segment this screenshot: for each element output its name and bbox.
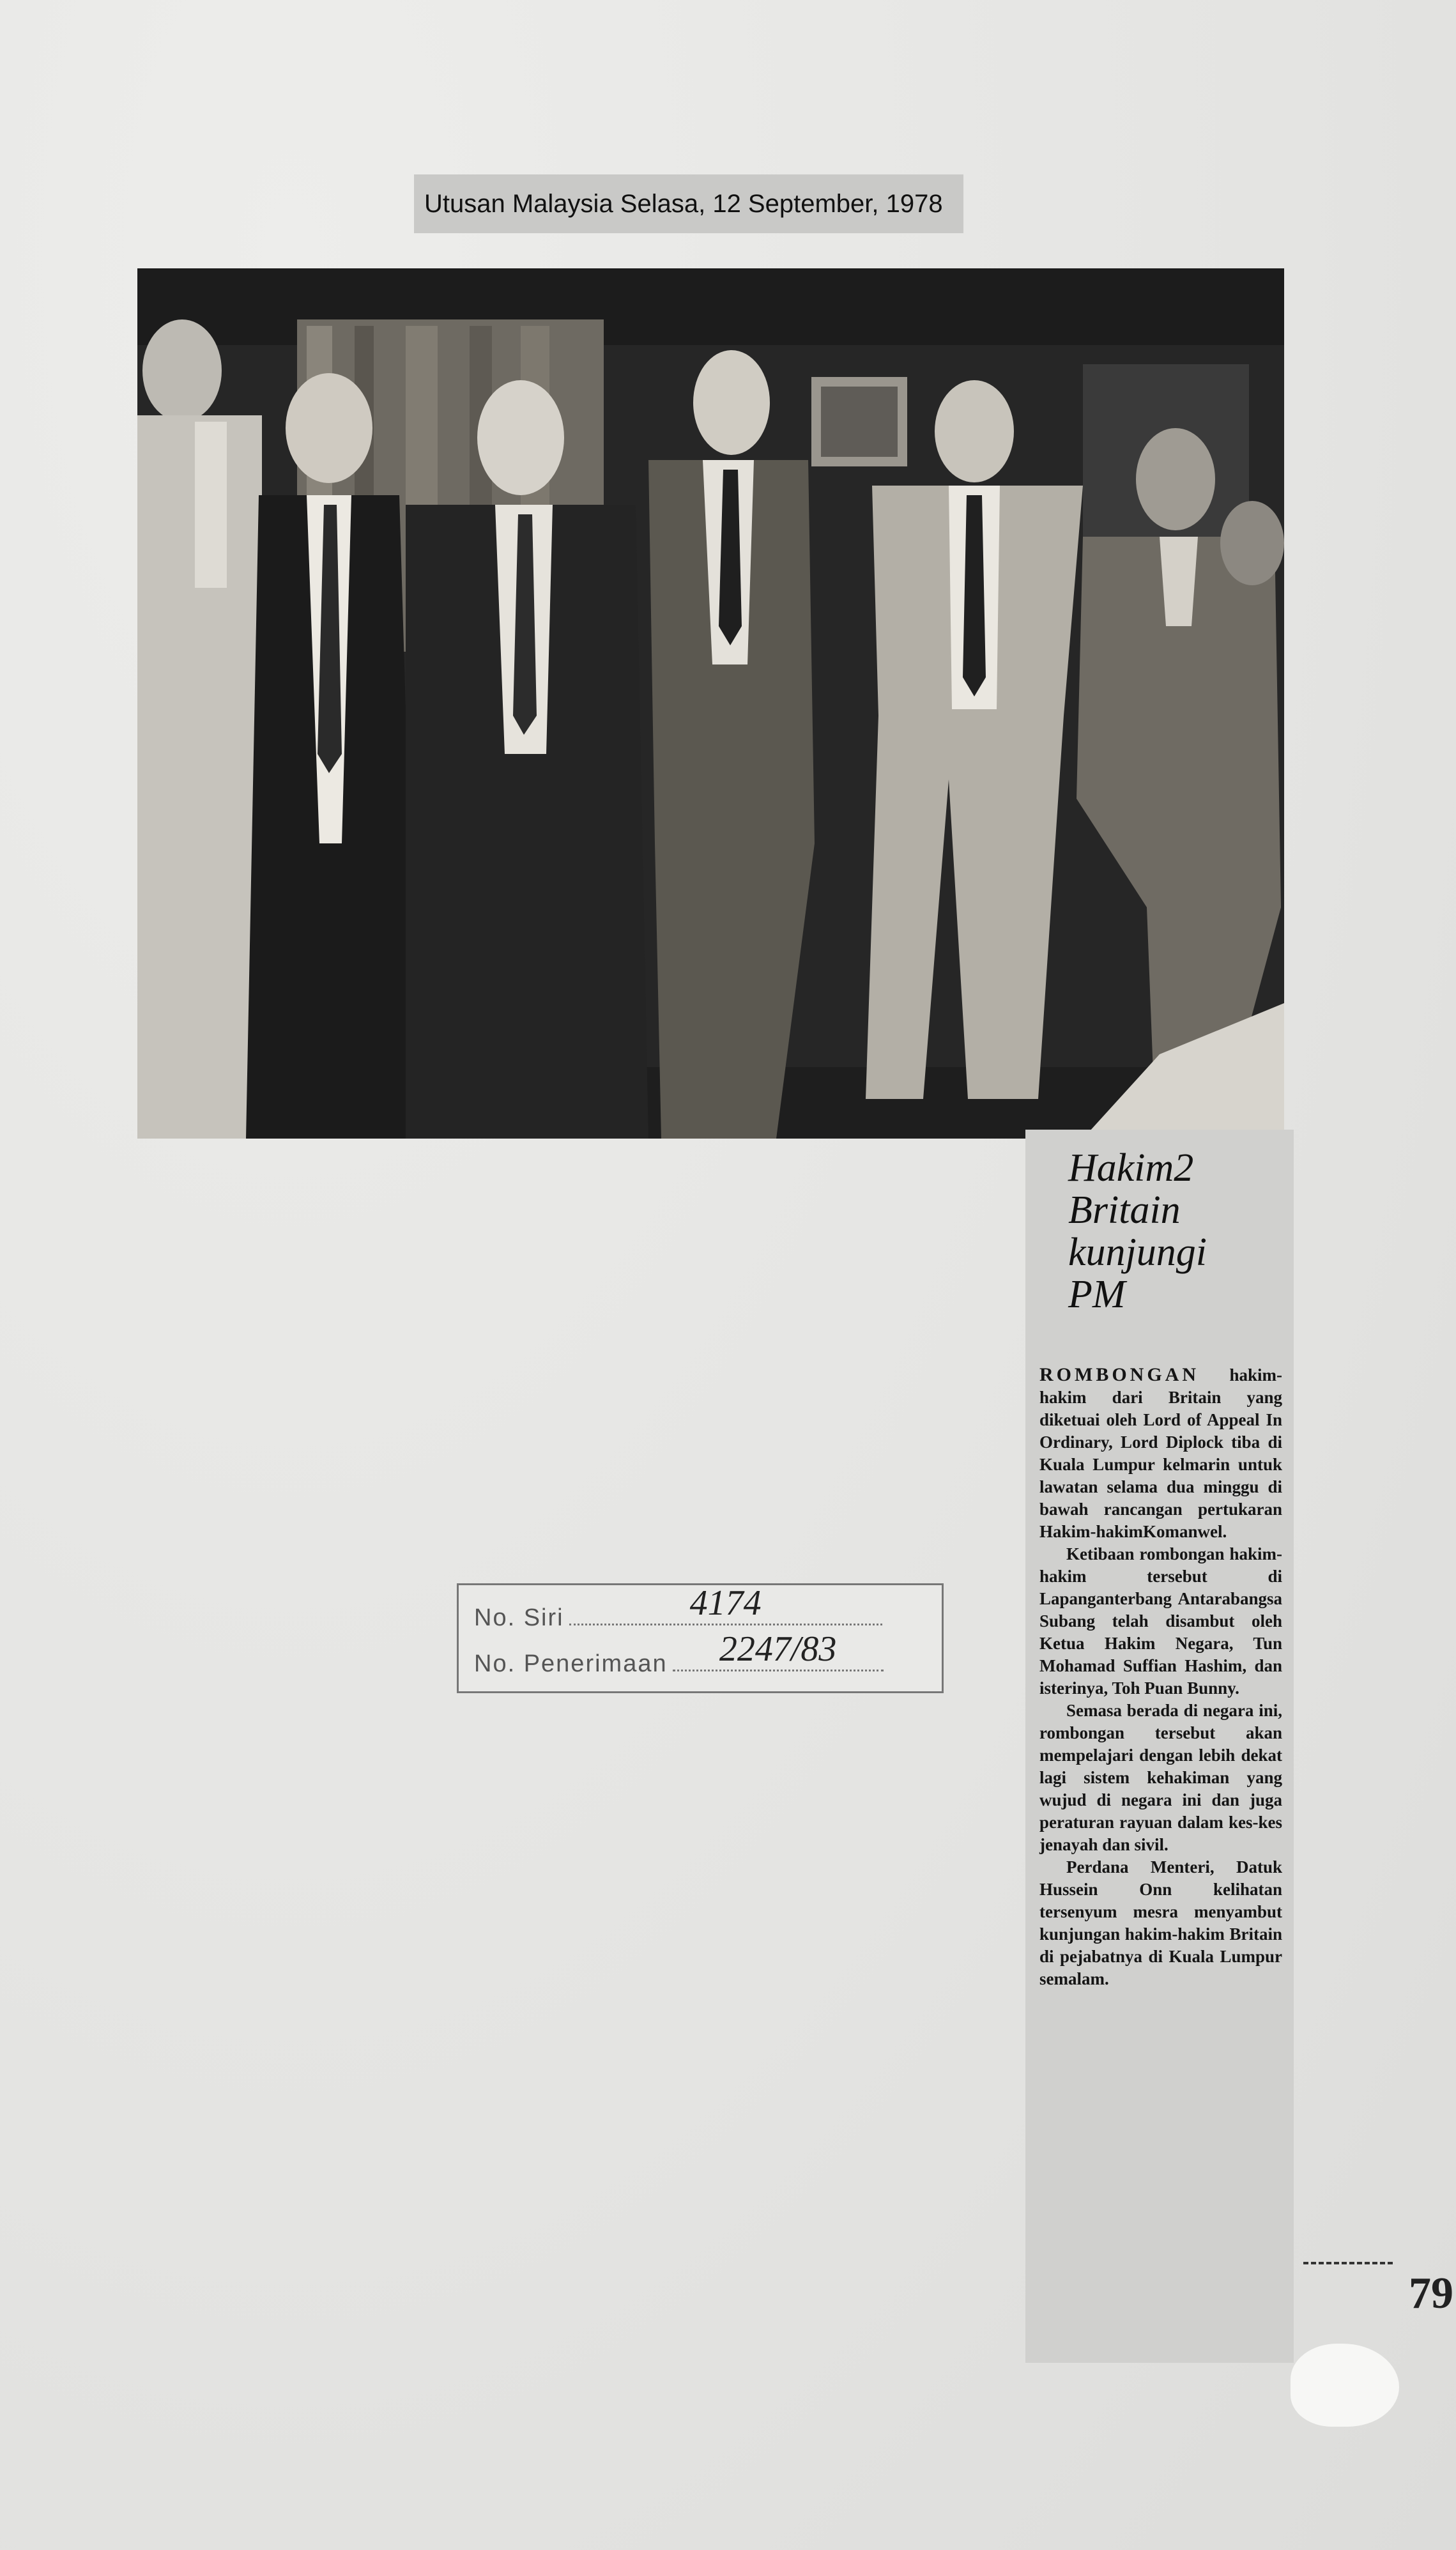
stamp-row-penerimaan: [474, 1629, 884, 1678]
paragraph-text: hakim-hakim dari Britain yang diketuai oleh Lord of Appeal In Ordinary, Lord Diplock tiba di Kuala Lumpur kelmarin untuk lawatan selama dua minggu di bawah rancangan pertukaran Hakim-hakimKomanwel.: [1039, 1365, 1282, 1541]
person-7: [1220, 501, 1284, 585]
article-paragraph: Perdana Menteri, Datuk Hussein Onn kelihatan tersenyum mesra menyambut kunjungan hakim-hakim Britain di pejabatnya di Kuala Lumpur semalam.: [1039, 1857, 1282, 1988]
bleed-through-text: [13, 13, 59, 101]
siri-label: No. Siri: [474, 1604, 564, 1631]
penerimaan-value: 2247/83: [719, 1629, 837, 1669]
person-4: [648, 350, 815, 1139]
siri-value: 4174: [689, 1583, 762, 1623]
dash-mark: [1303, 2262, 1393, 2264]
penerimaan-line: [673, 1629, 884, 1671]
article-body: [1039, 1363, 1282, 1990]
stamp-row-siri: [474, 1583, 882, 1632]
article-paragraph: [1039, 1363, 1282, 1543]
lead-word: ROMBONGAN: [1039, 1364, 1199, 1385]
archive-stamp: [457, 1583, 944, 1693]
article-paragraph: Ketibaan rombongan hakim-hakim tersebut di Lapanganterbang Antarabangsa Subang telah disambut oleh Ketua Hakim Negara, Tun Mohamad Suffian Hashim, dan isterinya, Toh Puan Bunny.: [1039, 1544, 1282, 1698]
dateline-text: Utusan Malaysia Selasa, 12 September, 1978: [424, 189, 943, 218]
article-headline: [1068, 1147, 1285, 1316]
person-1: [137, 319, 262, 1139]
newspaper-dateline: [414, 174, 963, 233]
penerimaan-label: No. Penerimaan: [474, 1650, 668, 1677]
siri-line: [569, 1583, 882, 1625]
article-paragraph: Semasa berada di negara ini, rombongan tersebut akan mempelajari dengan lebih dekat lagi sistem kehakiman yang wujud di negara ini dan juga peraturan rayuan dalam kes-kes jenayah dan sivil.: [1039, 1701, 1282, 1854]
news-photograph: [137, 268, 1284, 1139]
headline-line: Britain: [1068, 1188, 1181, 1232]
headline-line: kunjungi: [1068, 1231, 1207, 1274]
page-number: 79: [1409, 2269, 1453, 2318]
paper-tear-mark: [1291, 2344, 1399, 2427]
headline-line: Hakim2: [1068, 1146, 1194, 1190]
headline-line: PM: [1068, 1273, 1126, 1316]
photo-image: [137, 268, 1284, 1139]
